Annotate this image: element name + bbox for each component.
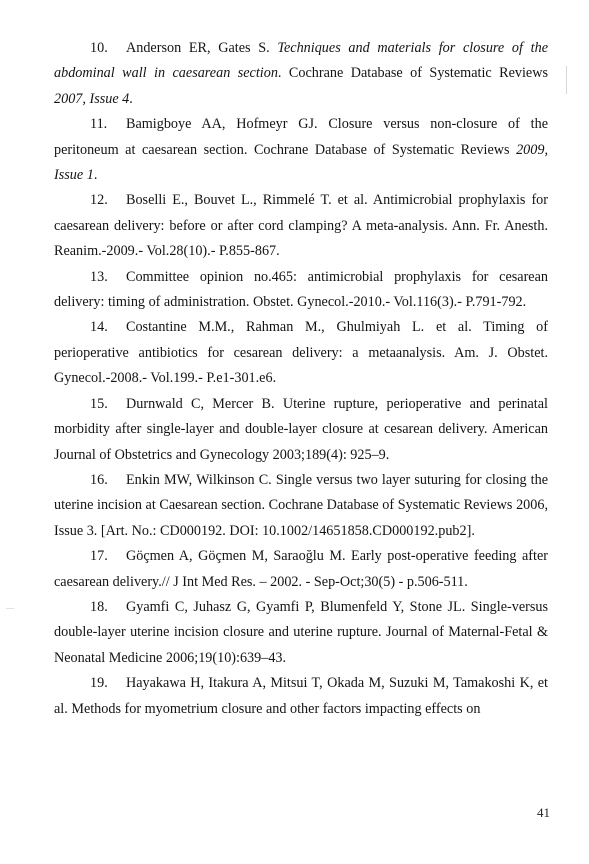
reference-issue: 2007, Issue 4: [54, 90, 130, 107]
reference-text: Durnwald C, Mercer B. Uterine rupture, perioperative and perinatal morbidity after single-layer and double-layer closure at cesarean delivery. American Journal of Obstetrics and Gynecology 2003;189(4): 925–9.: [54, 395, 548, 463]
reference-text: .: [93, 167, 98, 184]
reference-number: 19.: [90, 675, 108, 692]
reference-text: . Cochrane Database of Systematic Reviews: [277, 65, 548, 82]
reference-15: [54, 392, 548, 468]
reference-text: Anderson ER, Gates S.: [126, 40, 278, 56]
reference-list: [54, 36, 548, 722]
reference-title: Techniques and materials for closure of the abdominal wall in caesarean section: [54, 40, 548, 82]
scan-artifact-left: [6, 608, 14, 609]
reference-number: 13.: [90, 268, 108, 285]
reference-text: Göçmen A, Göçmen M, Saraoğlu M. Early post-operative feeding after caesarean delivery.// J Int Med Res. – 2002. - Sep-Oct;30(5) - p.506-511.: [54, 548, 548, 590]
reference-10: [54, 36, 548, 112]
reference-number: 15.: [90, 395, 108, 412]
reference-11: [54, 112, 548, 188]
reference-number: 12.: [90, 192, 108, 209]
reference-18: [54, 595, 548, 671]
reference-16: [54, 468, 548, 544]
reference-text: Costantine M.M., Rahman M., Ghulmiyah L. et al. Timing of perioperative antibiotics for cesarean delivery: a metaanalysis. Am. J. Obstet. Gynecol.-2008.- Vol.199.- P.e1-301.e6.: [54, 319, 548, 387]
reference-number: 18.: [90, 598, 108, 615]
reference-19: [54, 671, 548, 722]
reference-text: Committee opinion no.465: antimicrobial prophylaxis for cesarean delivery: timing of administration. Obstet. Gynecol.-2010.- Vol.116(3).- P.791-792.: [54, 268, 548, 311]
reference-number: 10.: [90, 40, 108, 56]
reference-text: .: [129, 90, 133, 107]
page-number: 41: [537, 805, 550, 820]
reference-14: [54, 315, 548, 391]
reference-number: 17.: [90, 548, 108, 565]
reference-number: 14.: [90, 319, 108, 336]
reference-number: 11.: [90, 116, 108, 133]
reference-text: Hayakawa H, Itakura A, Mitsui T, Okada M, Suzuki M, Tamakoshi K, et al. Methods for myometrium closure and other factors impacting effects on: [54, 675, 548, 717]
reference-text: Bamigboye AA, Hofmeyr GJ. Closure versus non-closure of the peritoneum at caesarean section. Cochrane Database of Systematic Reviews: [54, 116, 548, 158]
reference-text: Enkin MW, Wilkinson C. Single versus two layer suturing for closing the uterine incision at Caesarean section. Cochrane Database of Systematic Reviews 2006, Issue 3. [Art. No.: CD000192. DOI: 10.1002/14651858.CD000192.pub2].: [54, 471, 548, 539]
reference-17: [54, 544, 548, 595]
scan-artifact-right: [566, 66, 567, 94]
reference-text: Gyamfi C, Juhasz G, Gyamfi P, Blumenfeld Y, Stone JL. Single-versus double-layer uterine incision closure and uterine rupture. Journal of Maternal-Fetal & Neonatal Medicine 2006;19(10):639–43.: [54, 598, 548, 666]
reference-text: Boselli E., Bouvet L., Rimmelé T. et al. Antimicrobial prophylaxis for caesarean delivery: before or after cord clamping? A meta-analysis. Ann. Fr. Anesth. Reanim.-2009.- Vol.28(10).- P.855-867.: [54, 192, 548, 260]
reference-13: [54, 265, 548, 316]
reference-issue: 2009, Issue 1: [54, 141, 548, 184]
reference-12: [54, 188, 548, 264]
reference-number: 16.: [90, 471, 108, 488]
